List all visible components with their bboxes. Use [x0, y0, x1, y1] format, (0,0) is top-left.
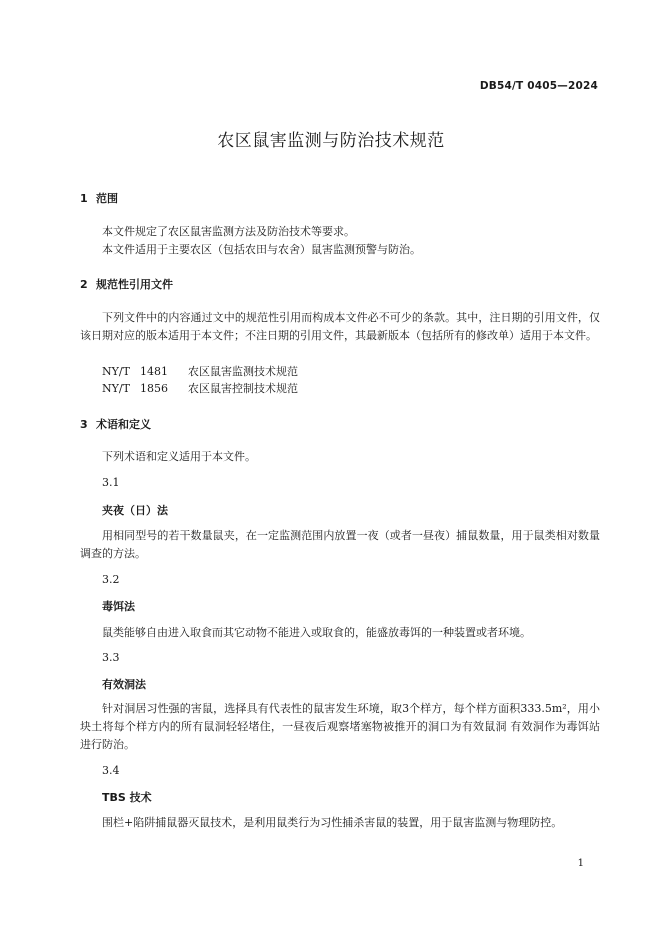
paragraph: 下列文件中的内容通过文中的规范性引用而构成本文件必不可少的条款。其中，注日期的引用文件，仅该日期对应的版本适用于本文件；不注日期的引用文件，其最新版本（包括所有的修改单）适用于本文件。: [80, 311, 600, 342]
paragraph: 本文件适用于主要农区（包括农田与农舍）鼠害监测预警与防治。: [102, 243, 421, 256]
term-title: TBS 技术: [102, 791, 152, 804]
term-number: 3.4: [102, 764, 120, 777]
page-number: 1: [577, 858, 584, 869]
reference-code: NY/T: [102, 365, 130, 378]
term-definition: 鼠类能够自由进入取食而其它动物不能进入或取食的，能盛放毒饵的一种装置或者环境。: [102, 626, 531, 639]
term-title: 毒饵法: [102, 600, 135, 613]
term-number: 3.2: [102, 573, 120, 586]
reference-number: 1856: [140, 382, 168, 395]
section-title: 范围: [96, 192, 118, 205]
term-number: 3.3: [102, 651, 120, 664]
reference-code: NY/T: [102, 382, 130, 395]
term-definition: 用相同型号的若干数量鼠夹，在一定监测范围内放置一夜（或者一昼夜）捕鼠数量，用于鼠类相对数量调查的方法。: [80, 529, 600, 560]
paragraph: 下列术语和定义适用于本文件。: [102, 450, 256, 463]
section-2-heading: [80, 276, 173, 292]
reference-row: [102, 380, 298, 396]
term-definition: 针对洞居习性强的害鼠，选择具有代表性的鼠害发生环境，取3个样方，每个样方面积333.5m²，用小块土将每个样方内的所有鼠洞轻轻堵住，一昼夜后观察堵塞物被推开的洞口为有效鼠洞 有效洞作为毒饵站进行防治。: [80, 702, 600, 751]
section-3-heading: [80, 416, 151, 432]
term-title: 有效洞法: [102, 678, 146, 691]
paragraph: 本文件规定了农区鼠害监测方法及防治技术等要求。: [102, 225, 355, 238]
section-1-heading: [80, 190, 118, 206]
reference-name: 农区鼠害监测技术规范: [188, 365, 298, 378]
reference-row: [102, 363, 298, 379]
document-title: 农区鼠害监测与防治技术规范: [217, 131, 445, 151]
section-number: 1: [80, 192, 88, 205]
term-number: 3.1: [102, 476, 120, 489]
section-number: 3: [80, 418, 88, 431]
term-definition: 围栏+陷阱捕鼠器灭鼠技术，是利用鼠类行为习性捕杀害鼠的装置，用于鼠害监测与物理防控。: [102, 816, 563, 829]
section-title: 术语和定义: [96, 418, 151, 431]
reference-number: 1481: [140, 365, 168, 378]
term-title: 夹夜（日）法: [102, 504, 168, 517]
section-title: 规范性引用文件: [96, 278, 173, 291]
section-number: 2: [80, 278, 88, 291]
reference-name: 农区鼠害控制技术规范: [188, 382, 298, 395]
standard-code: DB54/T 0405—2024: [479, 80, 598, 92]
